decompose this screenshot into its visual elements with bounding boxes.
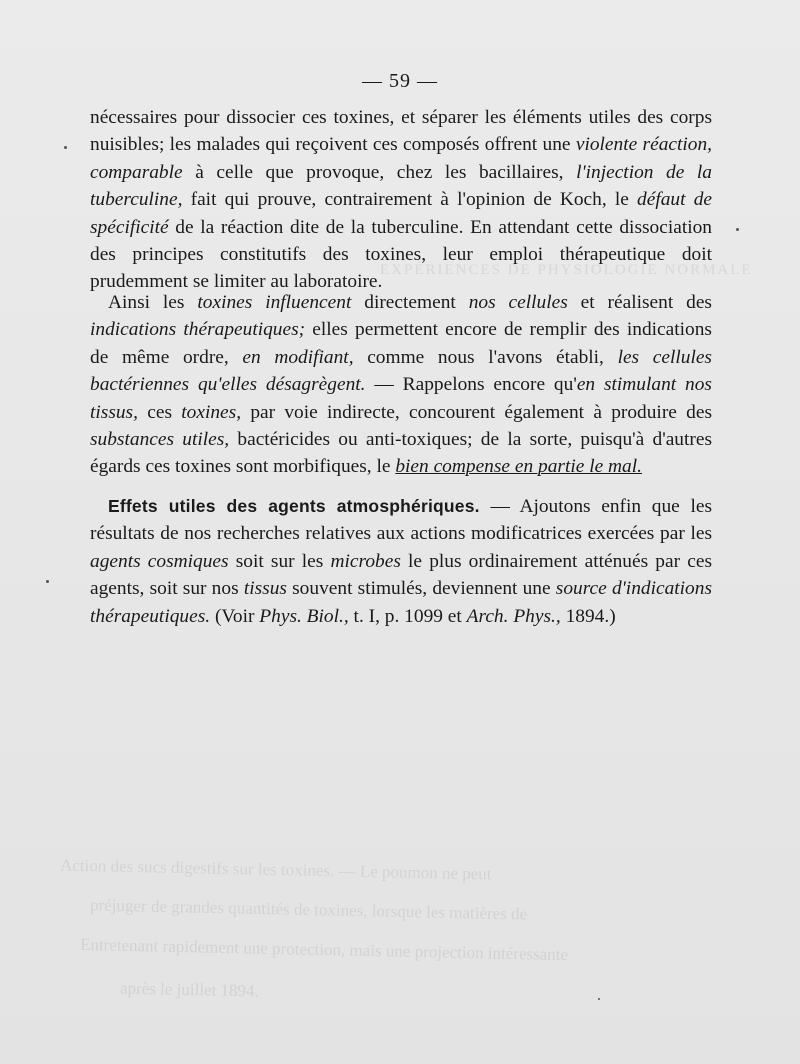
paragraph-toxines-influencent: Ainsi les toxines influencent directement nos cellules et réalisent des indications thérapeutiques; elles permettent encore de remplir des indications de même ordre, en modifiant, comme nous l'avons établi, les cellules bactériennes qu'elles désagrègent. — Rappelons encore qu'en stimulant nos tissus, ces toxines, par voie indirecte, concourent également à produire des substances utiles, bactéricides ou anti-toxiques; de la sorte, puisqu'à d'autres égards ces toxines sont morbifiques, le bien compense en partie le mal.: [90, 292, 712, 478]
paragraph-toxines-dissociation: nécessaires pour dissocier ces toxines, et séparer les éléments utiles des corps nuisibles; les malades qui reçoivent ces composés offrent une violente réaction, comparable à celle que provoque, chez les bacillaires, l'injection de la tuberculine, fait qui prouve, contrairement à l'opinion de Koch, le défaut de spécificité de la réaction dite de la tuberculine. En attendant cette dissociation des principes constitutifs des toxines, leur emploi thérapeutique doit prudemment se limiter au laboratoire.: [90, 107, 713, 293]
ink-speck: [46, 580, 49, 583]
bleed-through-text: EXPÉRIENCES DE PHYSIOLOGIE NORMALE: [380, 262, 753, 278]
section-heading: Effets utiles des agents atmosphériques.: [108, 496, 480, 516]
bleed-through-text: Entretenant rapidement une protection, mais une projection intéressante: [79, 934, 569, 965]
paragraph-agents-atmospheriques: Effets utiles des agents atmosphériques. — Ajoutons enfin que les résultats de nos recherches relatives aux actions modificatrices exercées par les agents cosmiques soit sur les microbes le plus ordinairement atténués par ces agents, soit sur nos tissus souvent stimulés, deviennent une source d'indications thérapeutiques. (Voir Phys. Biol., t. I, p. 1099 et Arch. Phys., 1894.): [90, 496, 713, 627]
ink-speck: [736, 228, 739, 231]
page-number: — 59 —: [362, 70, 438, 92]
bleed-through-text: Action des sucs digestifs sur les toxines. — Le poumon ne peut: [59, 855, 492, 884]
bleed-through-text: après le juillet 1894.: [119, 978, 260, 1001]
ink-speck: [64, 146, 67, 149]
ink-speck: [598, 998, 600, 1000]
bleed-through-text: préjuger de grandes quantités de toxines, lorsque les matières de: [89, 895, 528, 924]
